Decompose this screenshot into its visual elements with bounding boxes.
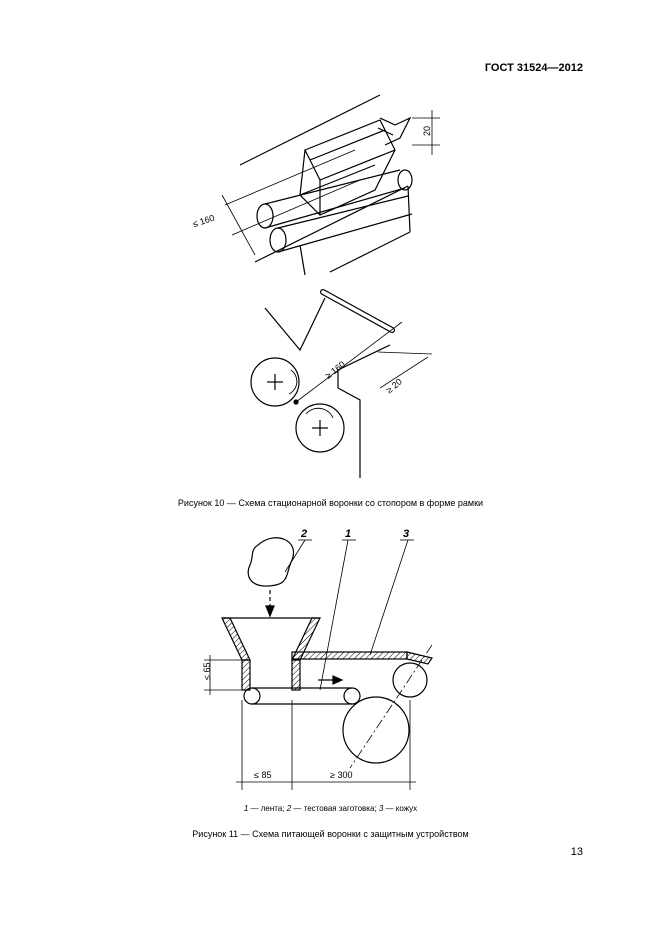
- figure-10-caption: Рисунок 10 — Схема стационарной воронки со стопором в форме рамки: [177, 498, 484, 508]
- dim-gap-width: ≤ 160: [191, 212, 216, 230]
- page-number: 13: [570, 846, 583, 858]
- dim-edge: ≥ 20: [384, 376, 404, 396]
- fig11-test-blank: [248, 538, 293, 586]
- figure-11-caption: Рисунок 11 — Схема питающей воронки с защитным устройством: [192, 829, 469, 839]
- dim-top-height: 20: [422, 125, 432, 136]
- fig11-cover: [292, 652, 432, 664]
- document-standard-header: ГОСТ 31524—2012: [484, 62, 583, 74]
- figure-11-legend: 1 — лента; 2 — тестовая заготовка; 3 — кожух: [243, 804, 418, 813]
- label-1: 1: [345, 528, 352, 540]
- dim-width-left: ≤ 85: [254, 770, 272, 780]
- dim-length: ≥ 160: [323, 359, 348, 381]
- label-3: 3: [403, 528, 410, 540]
- dim-width-right: ≥ 300: [330, 770, 353, 780]
- label-2: 2: [301, 528, 308, 540]
- dim-height: ≤ 65: [202, 662, 212, 680]
